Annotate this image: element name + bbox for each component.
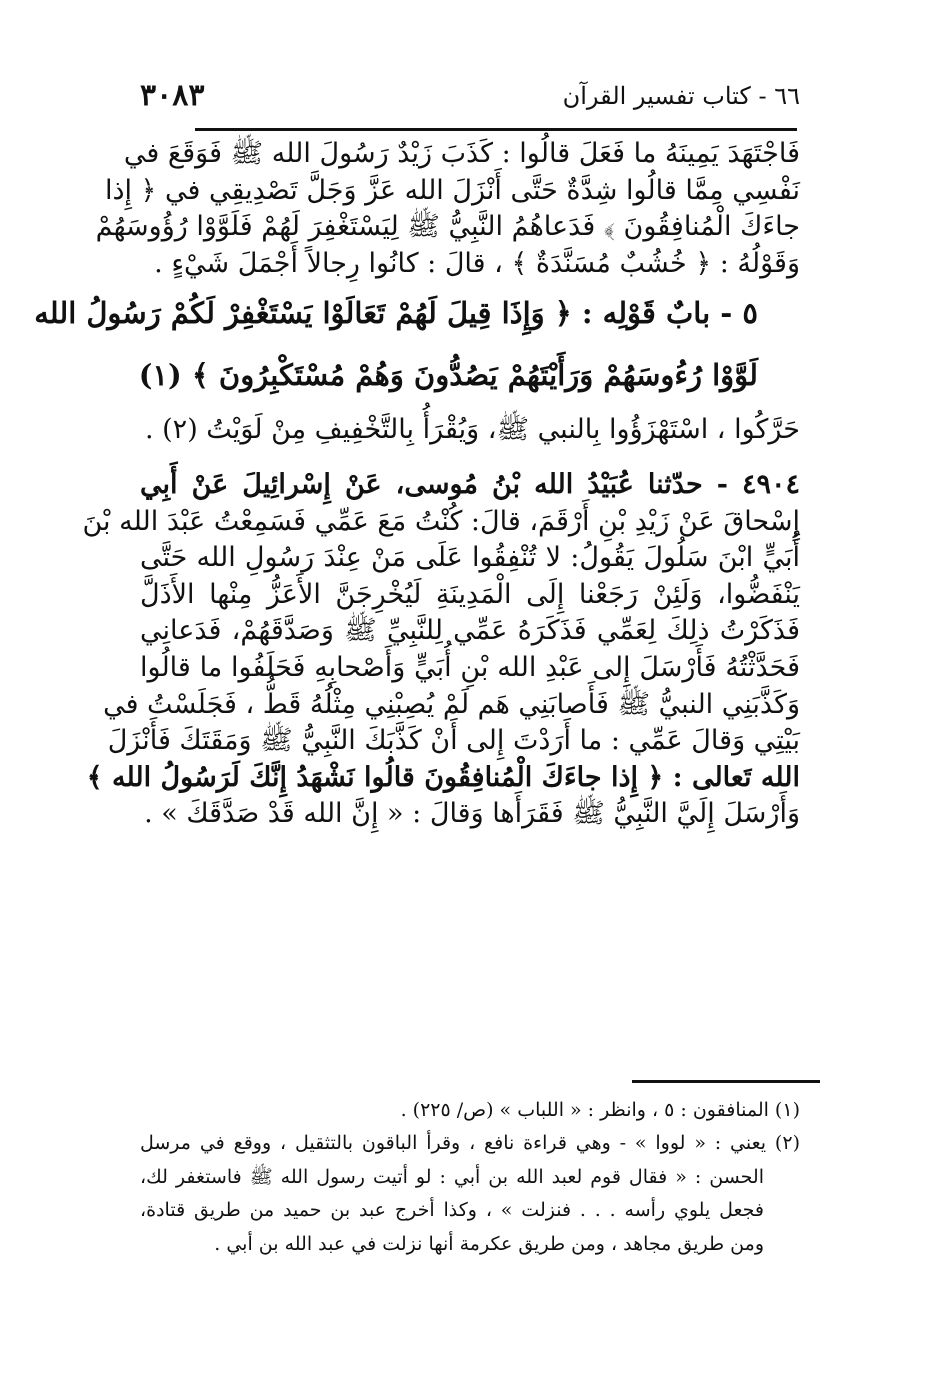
footnote-line: فجعل يلوي رأسه . . . فنزلت » ، وكذا أخرج عبد بن حميد من طريق قتادة، (140, 1199, 764, 1222)
hadith-line: يَنْفَضُّوا، وَلَئِنْ رَجَعْنا إِلَى الْمَدِينَةِ لَيُخْرِجَنَّ الأَعَزُّ مِنْها الأَذَلَّ (140, 578, 800, 610)
page-header (140, 78, 800, 122)
page-number: ٣٠٨٣ (140, 78, 205, 113)
chapter-heading-line: لَوَّوْا رُءُوسَهُمْ وَرَأَيْتَهُمْ يَصُدُّونَ وَهُمْ مُسْتَكْبِرُونَ ﴾ (١) (138, 358, 758, 393)
hadith-line: أُبَيٍّ ابْنَ سَلُولَ يَقُولُ: لا تُنْفِقُوا عَلَى مَنْ عِنْدَ رَسُولِ الله حَتَّى (140, 542, 800, 574)
hadith-line: إِسْحاقَ عَنْ زَيْدِ بْنِ أَرْقَمَ، قالَ: كُنْتُ مَعَ عَمِّي فَسَمِعْتُ عَبْدَ الله بْنَ (82, 505, 800, 537)
hadith-line: ٤٩٠٤ - حدّثنا عُبَيْدُ الله بْنُ مُوسى، عَنْ إِسْرائِيلَ عَنْ أَبِي (140, 468, 800, 500)
chapter-heading-line: ٥ - بابٌ قَوْلِه : ﴿ وَإِذَا قِيلَ لَهُمْ تَعَالَوْا يَسْتَغْفِرْ لَكُمْ رَسُولُ الله (34, 296, 758, 331)
text-line: نَفْسِي مِمَّا قالُوا شِدَّةٌ حَتَّى أَنْزَلَ الله عَزَّ وَجَلَّ تَصْدِيقِي في ﴿ إِذا (104, 174, 800, 206)
hadith-line: الله تَعالى : ﴿ إِذا جاءَكَ الْمُنافِقُونَ قالُوا نَشْهَدُ إِنَّكَ لَرَسُولُ الله ﴾ (86, 761, 800, 793)
footnote-line: ومن طريق مجاهد ، ومن طريق عكرمة أنها نزلت في عبد الله بن أبي . (214, 1232, 764, 1255)
footnote-line: (٢) يعني : « لووا » - وهي قراءة نافع ، وقرأ الباقون بالتثقيل ، ووقع في مرسل (140, 1132, 800, 1155)
text-line: حَرَّكُوا ، اسْتَهْزَؤُوا بِالنبي ﷺ، وَيُقْرَأُ بِالتَّخْفِيفِ مِنْ لَوَيْتُ (٢) . (144, 414, 800, 446)
footnote-line: (١) المنافقون : ٥ ، وانظر : « اللباب » (ص/ ٢٢٥) . (400, 1099, 800, 1121)
hadith-line: فَحَدَّثْتُهُ فَأَرْسَلَ إِلى عَبْدِ الله بْنِ أُبَيٍّ وَأَصْحابِهِ فَحَلَفُوا ما قالُوا (140, 651, 800, 683)
footnote-rule (632, 1080, 820, 1083)
hadith-line: فَذَكَرْتُ ذلِكَ لِعَمِّي فَذَكَرَهُ عَمِّي لِلنَّبِيِّ ﷺ وَصَدَّقَهُمْ، فَدَعانِي (140, 615, 800, 647)
text-line: وَقَوْلُهُ : ﴿ خُشُبٌ مُسَنَّدَةٌ ﴾ ، قالَ : كانُوا رِجالاً أَجْمَلَ شَيْءٍ . (154, 247, 800, 279)
hadith-line: وَكَذَّبَنِي النبيُّ ﷺ فَأَصابَنِي هَم لَمْ يُصِبْنِي مِثْلُهُ قَطُّ ، فَجَلَسْتُ في (103, 688, 800, 720)
main-text (34, 136, 800, 1076)
text-line: جاءَكَ الْمُنافِقُونَ ﴾ فَدَعاهُمُ النَّبِيُّ ﷺ لِيَسْتَغْفِرَ لَهُمْ فَلَوَّوْا رُؤُوسَهُمْ (95, 211, 800, 243)
text-line: فَاجْتَهَدَ يَمِينَهُ ما فَعَلَ قالُوا : كَذَبَ زَيْدٌ رَسُولَ الله ﷺ فَوَقَعَ في (123, 138, 800, 169)
hadith-line: بَيْتِي وَقالَ عَمِّي : ما أَرَدْتَ إِلى أَنْ كَذَّبَكَ النَّبِيُّ ﷺ وَمَقَتَكَ فَأَنْزَلَ (107, 725, 800, 757)
running-title: ٦٦ - كتاب تفسير القرآن (562, 82, 800, 110)
header-rule (195, 128, 797, 131)
hadith-line: وَأَرْسَلَ إِلَيَّ النَّبِيُّ ﷺ فَقَرَأَها وَقالَ : « إِنَّ الله قَدْ صَدَّقَكَ » . (144, 798, 800, 830)
footnotes (140, 1094, 800, 1261)
footnote-line: الحسن : « فقال قوم لعبد الله بن أبي : لو أتيت رسول الله ﷺ فاستغفر لك، (140, 1165, 764, 1188)
